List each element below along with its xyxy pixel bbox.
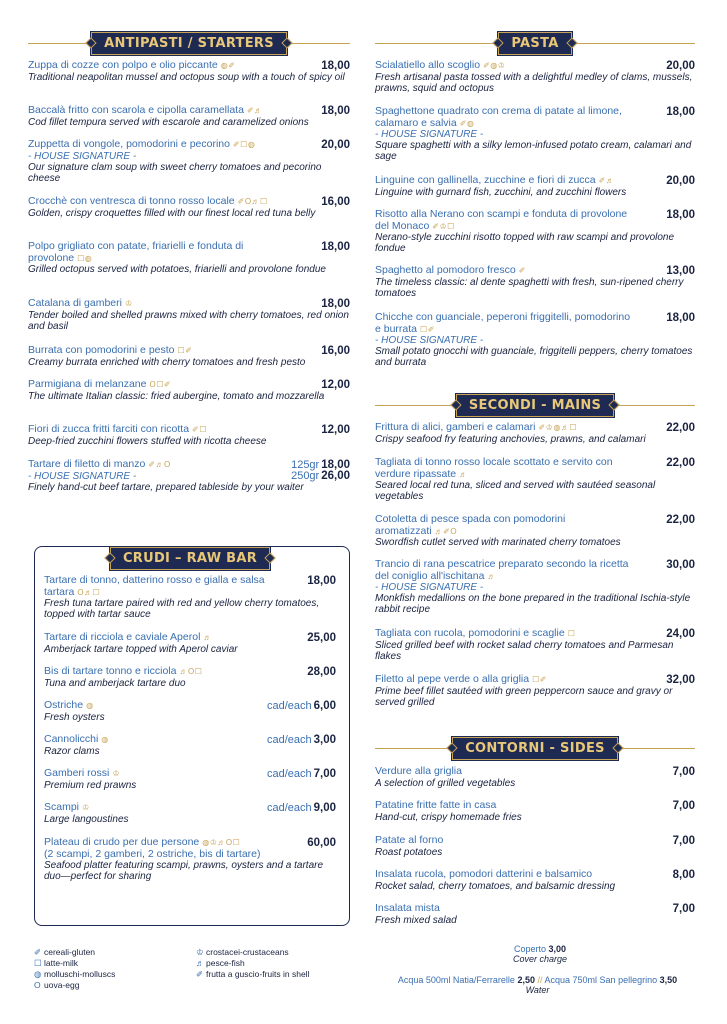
dish-price (267, 802, 336, 814)
dish-name-text: Tartare di tonno, datterino rosso e gialla e salsa tartara (44, 574, 265, 598)
allergen-legend-col1 (34, 947, 115, 991)
dish-name (375, 514, 695, 537)
menu-item (375, 766, 695, 789)
allergen-icons: ✐◍ (459, 118, 475, 128)
price-value: 18,00 (666, 209, 695, 221)
dish-price (666, 312, 695, 324)
menu-item (28, 241, 350, 275)
menu-item (44, 700, 336, 723)
unit-label: cad/each (266, 768, 312, 780)
price-value: 22,00 (666, 514, 695, 526)
dish-price (307, 666, 336, 678)
dish-price (321, 379, 350, 391)
wheat-icon: ✐ (34, 947, 42, 957)
dish-name-text: Ostriche (44, 699, 84, 711)
price-value: 16,00 (321, 196, 350, 208)
dish-price (321, 139, 350, 151)
dish-description: Premium red prawns (44, 779, 137, 791)
price-value: 7,00 (672, 766, 695, 778)
dish-name (28, 139, 350, 151)
unit-label: cad/each (266, 802, 312, 814)
dish-name-text: Baccalà fritto con scarola e cipolla caramellata (28, 104, 244, 116)
price-value: 20,00 (666, 60, 695, 72)
dish-description: Crispy seafood fry featuring anchovies, prawns, and calamari (375, 433, 646, 445)
menu-item (375, 60, 695, 94)
dish-name-text: Zuppetta di vongole, pomodorini e pecorino (28, 138, 230, 150)
dish-name-text: Trancio di rana pescatrice preparato secondo la ricetta del coniglio all'ischitana (375, 558, 629, 582)
price-value: 16,00 (321, 345, 350, 357)
allergen-icons: O♬☐ (77, 587, 101, 597)
pasta-title: PASTA (498, 32, 571, 55)
dish-name (375, 209, 695, 232)
dish-name (375, 903, 695, 915)
unit-label: cad/each (266, 734, 312, 746)
dish-price (673, 800, 695, 812)
dish-price (267, 768, 336, 780)
dish-name (375, 265, 695, 277)
dish-price (673, 835, 695, 847)
dish-description: Swordfish cutlet served with marinated cherry tomatoes (375, 537, 621, 548)
dish-name-text: Linguine con gallinella, zucchine e fiori di zucca (375, 174, 596, 186)
menu-item (375, 457, 695, 502)
dish-name-text: Chicche con guanciale, peperoni friggitelli, pomodorino e burrata (375, 311, 631, 335)
dish-description: Fresh mixed salad (375, 914, 457, 926)
secondi-banner (375, 395, 695, 415)
menu-item (375, 514, 695, 548)
dish-name (28, 345, 350, 357)
allergen-icons: ☐✐ (532, 675, 547, 684)
price-value: 7,00 (672, 800, 695, 812)
dish-name-text: Filetto al pepe verde o alla griglia (375, 673, 530, 685)
price-value: 22,00 (666, 422, 695, 434)
cover-charge: Coperto 3,00 Cover charge (512, 944, 568, 964)
dish-name (28, 379, 350, 391)
price-value: 26,00 (321, 470, 350, 482)
price-value: 18,00 (321, 241, 350, 253)
dish-description: Grilled octopus served with potatoes, friarielli and provolone fondue (28, 264, 326, 275)
dish-description: The ultimate Italian classic: fried aubergine, tomato and mozzarella (28, 390, 325, 402)
dish-price (321, 345, 350, 357)
crudi-banner (100, 548, 280, 568)
allergen-icons: ◍♔♬O☐ (202, 838, 241, 847)
dish-name-text: Plateau di crudo per due persone (44, 836, 200, 848)
dish-name-text: Spaghettone quadrato con crema di patate al limone, calamaro e salvia (375, 105, 622, 129)
dish-price (673, 903, 695, 915)
allergen-icons: ◍✐ (220, 61, 236, 70)
price-value: 60,00 (307, 837, 336, 849)
dish-description: Golden, crispy croquettes filled with our finest local red tuna belly (28, 207, 316, 219)
allergen-icons: ✐♬ (598, 176, 615, 185)
allergen-icons: ✐♔◍♬☐ (538, 423, 577, 432)
dish-description: Monkfish medallions on the bone prepared in the traditional Ischia-style rabbit recipe (375, 593, 691, 616)
allergen-icons: ✐ (518, 266, 526, 275)
legend-item: ♔ crostacei-crustaceans (196, 947, 289, 957)
price-value: 18,00 (307, 575, 336, 587)
fish-icon: ♬ (196, 958, 205, 968)
dish-name (375, 800, 695, 812)
dish-price (666, 559, 695, 571)
menu-item (44, 734, 336, 757)
dish-name-text: Tagliata con rucola, pomodorini e scaglie (375, 627, 565, 639)
dish-name-text: Scialatiello allo scoglio (375, 59, 481, 71)
menu-item (28, 424, 350, 447)
dish-name (375, 869, 695, 881)
price-value: 32,00 (666, 674, 695, 686)
dish-description: Deep-fried zucchini flowers stuffed with ricotta cheese (28, 435, 267, 447)
dish-name-text: Burrata con pomodorini e pesto (28, 344, 175, 356)
allergen-icons: ♔ (82, 803, 90, 812)
dish-price (666, 628, 695, 640)
dish-name-text: Risotto alla Nerano con scampi e fonduta di provolone del Monaco (375, 208, 628, 232)
dish-description: Square spaghetti with a silky lemon-infused potato cream, calamari and sage (375, 140, 692, 163)
price-value: 7,00 (672, 835, 695, 847)
dish-name (375, 422, 695, 434)
menu-item (375, 265, 695, 299)
price-value: 18,00 (321, 298, 350, 310)
dish-name (375, 674, 695, 686)
house-signature: - HOUSE SIGNATURE - (28, 470, 137, 482)
dish-price (673, 869, 695, 881)
dish-name-text: Parmigiana di melanzane (28, 378, 147, 390)
dish-price (307, 575, 336, 587)
dish-name (375, 559, 695, 582)
dish-price (666, 422, 695, 434)
price-value: 8,00 (672, 869, 695, 881)
dish-name-text: Bis di tartare tonno e ricciola (44, 665, 177, 677)
dish-name (28, 424, 350, 436)
legend-item: ◍ molluschi-molluscs (34, 969, 116, 979)
price-value: 18,00 (321, 459, 350, 471)
dish-name (44, 837, 336, 849)
price-value: 24,00 (666, 628, 695, 640)
allergen-legend-col2 (196, 947, 309, 980)
unit-label: cad/each (266, 700, 312, 712)
dish-description: Linguine with gurnard fish, zucchini, and zucchini flowers (375, 186, 627, 198)
dish-price (321, 298, 350, 310)
legend-item: ♬ pesce-fish (196, 958, 245, 968)
menu-item (375, 106, 695, 162)
menu-item (28, 105, 350, 128)
price-value: 18,00 (321, 60, 350, 72)
allergen-icons: ♔ (124, 299, 133, 308)
dish-description: Tender boiled and shelled prawns mixed with cherry tomatoes, red onion and basil (28, 309, 349, 332)
dish-price (666, 457, 695, 469)
dish-name-text: Tagliata di tonno rosso locale scottato e servito con verdure ripassate (375, 456, 613, 480)
allergen-icons: ☐◍ (77, 253, 93, 263)
menu-item (28, 139, 350, 184)
dish-name-text: Tartare di filetto di manzo (28, 458, 146, 470)
dish-name-text: Insalata mista (375, 902, 440, 914)
dish-name-text: Insalata rucola, pomodori datterini e balsamico (375, 868, 593, 880)
dish-name (28, 196, 350, 208)
house-signature: - HOUSE SIGNATURE - (28, 150, 137, 162)
allergen-icons: ♬O☐ (179, 667, 203, 676)
allergen-icons: ◍ (101, 735, 109, 744)
price-value: 18,00 (321, 105, 350, 117)
portion-size: 125gr (291, 459, 320, 471)
dish-name-text: Frittura di alici, gamberi e calamari (375, 421, 536, 433)
secondi-title: SECONDI - MAINS (456, 394, 614, 417)
dish-name (28, 298, 350, 310)
dish-name-text: Patatine fritte fatte in casa (375, 799, 497, 811)
allergen-icons: ☐✐ (420, 324, 435, 334)
dish-name (28, 241, 350, 264)
menu-item (28, 345, 350, 368)
price-value: 7,00 (672, 903, 695, 915)
dish-name-text: Verdure alla griglia (375, 765, 462, 777)
dish-price (666, 60, 695, 72)
price-value: 20,00 (321, 139, 350, 151)
allergen-icons: ✐♬ (246, 106, 263, 115)
dish-description: Finely hand-cut beef tartare, prepared tableside by your waiter (28, 481, 304, 493)
legend-item: ☐ latte-milk (34, 958, 79, 968)
dish-name-extra: (2 scampi, 2 gamberi, 2 ostriche, bis di tartare) (44, 847, 261, 860)
menu-item (375, 674, 695, 708)
dish-description: Nerano-style zucchini risotto topped with raw scampi and provolone fondue (375, 232, 675, 255)
nut-icon: ✐ (196, 969, 204, 979)
dish-name-text: Crocchè con ventresca di tonno rosso locale (28, 195, 235, 207)
dish-description: Creamy burrata enriched with cherry tomatoes and fresh pesto (28, 356, 306, 368)
dish-description: Tuna and amberjack tartare duo (44, 677, 186, 689)
menu-item (375, 175, 695, 198)
menu-item (375, 800, 695, 823)
menu-item (28, 379, 350, 402)
menu-item (375, 209, 695, 254)
allergen-icons: ♬ (459, 469, 468, 479)
dish-name-text: Scampi (44, 801, 80, 813)
dish-description: Seafood platter featuring scampi, prawns, oysters and a tartare duo—perfect for sharing (44, 860, 324, 883)
dish-description: Fresh oysters (44, 711, 105, 723)
dish-description: Fresh artisanal pasta tossed with a delightful medley of clams, mussels, prawns, squid and octopus (375, 71, 693, 94)
dish-name (44, 632, 336, 644)
menu-item (44, 575, 336, 620)
allergen-icons: ✐O♬☐ (237, 197, 268, 206)
allergen-icons: ♬ (487, 571, 496, 581)
menu-item (375, 628, 695, 662)
price-value: 28,00 (307, 666, 336, 678)
allergen-icons: ☐✐ (177, 346, 193, 355)
dish-name-text: Catalana di gamberi (28, 297, 122, 309)
dish-price (291, 470, 350, 482)
dish-name-text: Cannolicchi (44, 733, 99, 745)
allergen-icons: ☐ (567, 629, 576, 638)
water-prices: Acqua 500ml Natia/Ferrarelle 2,50 // Acqua 750ml San pellegrino 3,50 Water (397, 975, 678, 995)
dish-description: Our signature clam soup with sweet cherry tomatoes and pecorino cheese (28, 161, 322, 184)
menu-item (375, 422, 695, 445)
house-signature: - HOUSE SIGNATURE - (375, 335, 484, 346)
house-signature: - HOUSE SIGNATURE - (375, 582, 484, 593)
allergen-icons: O☐✐ (149, 380, 172, 389)
dish-price (321, 60, 350, 72)
menu-item (28, 298, 350, 332)
price-value: 25,00 (307, 632, 336, 644)
milk-icon: ☐ (34, 958, 42, 968)
dish-name-text: Tartare di ricciola e caviale Aperol (44, 631, 201, 643)
dish-name (44, 666, 336, 678)
menu-item (44, 768, 336, 791)
allergen-icons: ♬ (203, 633, 212, 642)
allergen-icons: ✐♬O (148, 460, 171, 469)
dish-price (321, 196, 350, 208)
dish-name-text: Zuppa di cozze con polpo e olio piccante (28, 59, 218, 71)
menu-item (44, 802, 336, 825)
price-value: 30,00 (666, 559, 695, 571)
dish-price (666, 175, 695, 187)
price-value: 12,00 (321, 379, 350, 391)
legend-item: O uova-egg (34, 980, 80, 990)
dish-price (321, 424, 350, 436)
dish-description: Roast potatoes (375, 846, 443, 858)
dish-description: Fresh tuna tartare paired with red and yellow cherry tomatoes, topped with tartar sauce (44, 598, 320, 621)
dish-name (375, 628, 695, 640)
menu-item (375, 835, 695, 858)
dish-name-text: Polpo grigliato con patate, friarielli e fonduta di provolone (28, 240, 244, 264)
dish-name (375, 60, 695, 72)
dish-price (673, 766, 695, 778)
allergen-icons: ✐◍♔ (483, 61, 506, 70)
dish-price (666, 514, 695, 526)
dish-price (666, 674, 695, 686)
dish-price (267, 734, 336, 746)
dish-description: Traditional neapolitan mussel and octopus soup with a touch of spicy oil (28, 71, 345, 83)
legend-item: ✐ frutta a guscio-fruits in shell (196, 969, 310, 979)
allergen-icons: ◍ (86, 701, 94, 710)
dish-description: Amberjack tartare topped with Aperol caviar (44, 643, 238, 655)
price-value: 7,00 (313, 768, 336, 780)
dish-description: A selection of grilled vegetables (375, 777, 516, 789)
dish-price (267, 700, 336, 712)
dish-name (375, 457, 695, 480)
allergen-icons: ✐☐ (192, 425, 207, 434)
dish-name-text: Cotoletta di pesce spada con pomodorini aromatizzati (375, 513, 566, 537)
crustacean-icon: ♔ (196, 947, 204, 957)
dish-description: Cod fillet tempura served with escarole and caramelized onions (28, 116, 309, 128)
dish-description: Prime beef fillet sautéed with green peppercorn sauce and gravy or served grilled (375, 685, 673, 708)
dish-price (666, 265, 695, 277)
dish-name (375, 106, 695, 129)
menu-item (28, 60, 350, 83)
menu-item (28, 459, 350, 493)
price-value: 13,00 (666, 265, 695, 277)
dish-name-text: Gamberi rossi (44, 767, 110, 779)
contorni-banner (375, 738, 695, 758)
dish-description: Small potato gnocchi with guanciale, friggitelli peppers, cherry tomatoes and burrata (375, 346, 693, 369)
dish-name (375, 312, 695, 335)
price-value: 9,00 (313, 802, 336, 814)
dish-name-text: Fiori di zucca fritti farciti con ricotta (28, 423, 190, 435)
price-value: 3,00 (313, 734, 336, 746)
dish-name (375, 175, 695, 187)
dish-name-text: Spaghetto al pomodoro fresco (375, 264, 516, 276)
dish-name (375, 766, 695, 778)
dish-price (321, 241, 350, 253)
menu-item (375, 312, 695, 368)
menu-item (375, 903, 695, 926)
legend-item: ✐ cereali-gluten (34, 947, 96, 957)
allergen-icons: ♬✐O (434, 526, 458, 536)
dish-name (28, 60, 350, 72)
dish-description: Large langoustines (44, 813, 129, 825)
pasta-banner (375, 33, 695, 53)
dish-name (44, 575, 336, 598)
egg-icon: O (34, 980, 41, 990)
dish-name (28, 105, 350, 117)
house-signature: - HOUSE SIGNATURE - (375, 129, 484, 140)
price-value: 6,00 (313, 700, 336, 712)
dish-description: Sliced grilled beef with rocket salad cherry tomatoes and Parmesan flakes (375, 639, 674, 662)
dish-description: Seared local red tuna, sliced and served with sautéed seasonal vegetables (375, 480, 656, 503)
dish-description: Hand-cut, crispy homemade fries (375, 811, 522, 823)
dish-description: The timeless classic: al dente spaghetti with fresh, sun-ripened cherry tomatoes (375, 276, 684, 299)
price-value: 18,00 (666, 106, 695, 118)
menu-item (375, 869, 695, 892)
antipasti-title: ANTIPASTI / STARTERS (91, 32, 287, 55)
price-value: 20,00 (666, 175, 695, 187)
dish-price (666, 106, 695, 118)
dish-price (307, 632, 336, 644)
menu-item (375, 559, 695, 615)
antipasti-banner (28, 33, 350, 53)
dish-price (307, 837, 336, 849)
price-value: 12,00 (321, 424, 350, 436)
menu-item (44, 837, 336, 882)
dish-price (321, 105, 350, 117)
price-value: 18,00 (666, 312, 695, 324)
dish-name-text: Patate al forno (375, 834, 444, 846)
dish-description: Razor clams (44, 745, 100, 757)
allergen-icons: ♔ (112, 769, 121, 778)
allergen-icons: ✐♔☐ (432, 221, 455, 231)
contorni-title: CONTORNI - SIDES (452, 737, 618, 760)
price-value: 22,00 (666, 457, 695, 469)
dish-name (375, 835, 695, 847)
crudi-title: CRUDI – RAW BAR (110, 547, 270, 570)
portion-size: 250gr (291, 470, 320, 482)
dish-price (666, 209, 695, 221)
dish-description: Rocket salad, cherry tomatoes, and balsamic dressing (375, 880, 616, 892)
allergen-icons: ✐☐◍ (232, 140, 256, 149)
menu-item (44, 666, 336, 689)
mollusc-icon: ◍ (34, 969, 42, 979)
menu-item (44, 632, 336, 655)
menu-item (28, 196, 350, 219)
